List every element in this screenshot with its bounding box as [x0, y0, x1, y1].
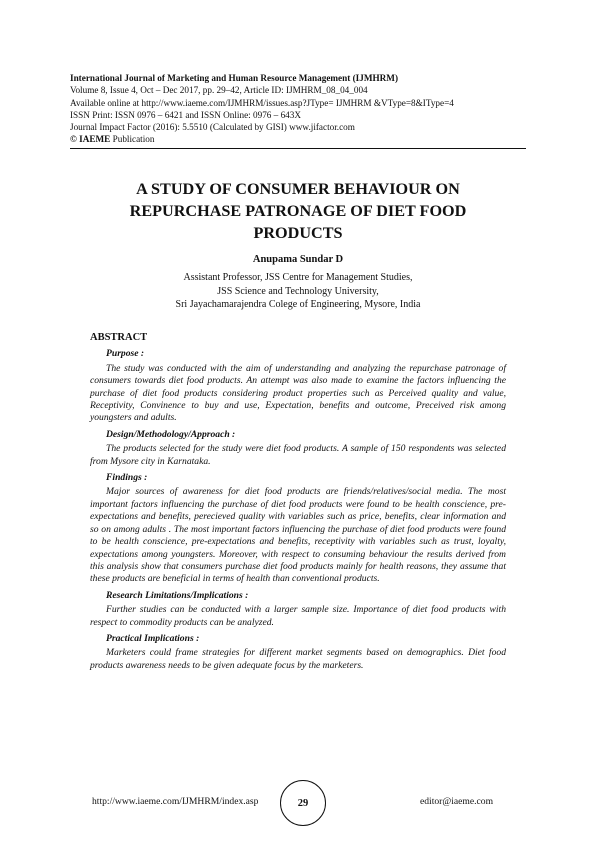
journal-publisher — [70, 133, 526, 145]
section-heading-limitations: Research Limitations/Implications : — [106, 589, 249, 601]
journal-header — [70, 72, 526, 146]
paper-title — [70, 178, 526, 244]
section-heading-purpose: Purpose : — [106, 348, 145, 360]
page-number: 29 — [280, 780, 326, 826]
title-line-2: REPURCHASE PATRONAGE OF DIET FOOD — [129, 202, 467, 220]
affiliation-line-3: Sri Jayachamarajendra Colege of Engineering, Mysore, India — [175, 299, 421, 310]
abstract-heading: ABSTRACT — [90, 332, 148, 343]
header-divider — [70, 148, 526, 149]
journal-issn: ISSN Print: ISSN 0976 – 6421 and ISSN Online: 0976 – 643X — [70, 109, 301, 120]
author-affiliation — [70, 271, 526, 312]
section-body-practical: Marketers could frame strategies for different market segments based on demographics. Diet food products awareness needs to be given adequate focus by the marketers. — [90, 647, 506, 671]
journal-name: International Journal of Marketing and Human Resource Management (IJMHRM) — [70, 73, 399, 83]
section-body-limitations: Further studies can be conducted with a larger sample size. Importance of diet food products with respect to commodity products can be analyzed. — [90, 604, 506, 628]
section-heading-methodology: Design/Methodology/Approach : — [106, 428, 236, 440]
section-heading-findings: Findings : — [106, 472, 148, 484]
author-name: Anupama Sundar D — [252, 254, 344, 265]
publisher-suffix: Publication — [110, 134, 155, 145]
affiliation-line-2: JSS Science and Technology University, — [217, 285, 379, 297]
title-line-3: PRODUCTS — [253, 224, 343, 242]
abstract — [90, 332, 506, 676]
journal-issue: Volume 8, Issue 4, Oct – Dec 2017, pp. 29–42, Article ID: IJMHRM_08_04_004 — [70, 85, 368, 96]
section-heading-practical: Practical Implications : — [106, 632, 200, 644]
journal-impact: Journal Impact Factor (2016): 5.5510 (Calculated by GISI) www.jifactor.com — [70, 122, 355, 133]
section-body-methodology: The products selected for the study were diet food products. A sample of 150 respondents was selected from Mysore city in Karnataka. — [90, 443, 506, 467]
title-line-1: A STUDY OF CONSUMER BEHAVIOUR ON — [136, 180, 460, 198]
section-body-purpose: The study was conducted with the aim of understanding and analyzing the repurchase patronage of consumers towards diet food products. An attempt was also made to examine the factors influencing the purchase of diet food products considering product properties such as Perceived quality and value, Receptivity, Convinence to buy and use, Expectation, benefits and outcome, Preceived risk among youngsters and adults. — [90, 362, 506, 424]
journal-available: Available online at http://www.iaeme.com/IJMHRM/issues.asp?JType= IJMHRM &VType=8&IType=4 — [70, 97, 454, 108]
footer-url-link[interactable]: http://www.iaeme.com/IJMHRM/index.asp — [92, 796, 259, 807]
footer-email-link[interactable]: editor@iaeme.com — [420, 796, 494, 807]
affiliation-line-1: Assistant Professor, JSS Centre for Management Studies, — [183, 272, 413, 283]
section-body-findings: Major sources of awareness for diet food products are friends/relatives/social media. The most important factors influencing the purchase of diet food products were found to be health conscience, pre-expectations and benefits, perecieved quality with variables such as price, benefits, clear information and so on among adults . The most important factors influencing the purchase of diet food products were found to be health conscience, pre-expectations and benefits, receptivity with variables such as trust, loyalty, expectations among youngsters. Moreover, with respect to consuming behaviour the results derived from this analysis show that consumers purchase diet food products mainly for health reasons, they assume that these products are beneficial in terms of health than conventional products. — [90, 486, 506, 585]
publisher-prefix: © IAEME — [70, 134, 111, 145]
